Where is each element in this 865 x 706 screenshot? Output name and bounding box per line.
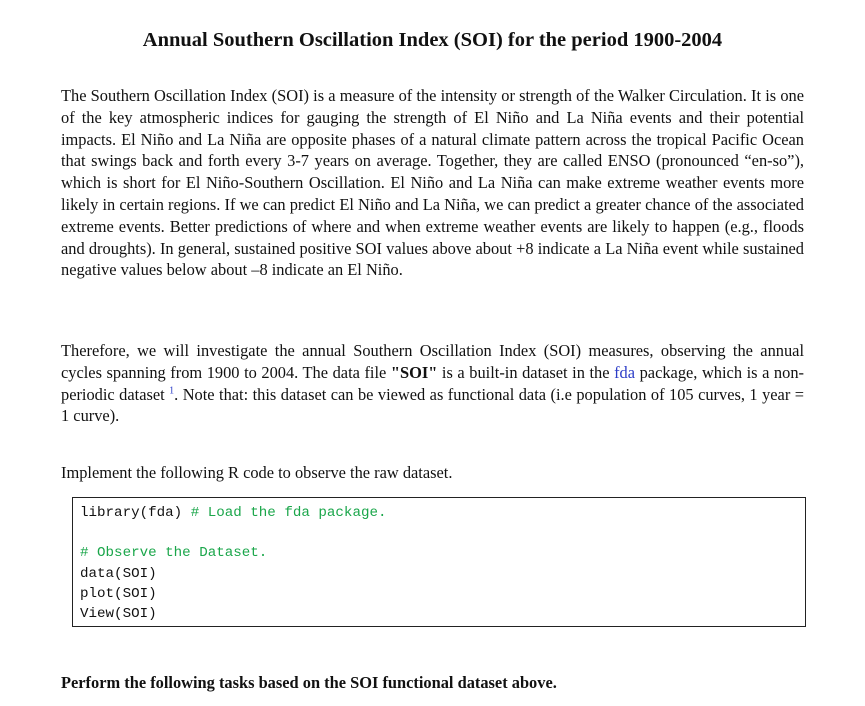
- paragraph2-text-part2: is a built-in dataset in the: [437, 362, 615, 382]
- fda-package-link[interactable]: fda: [614, 362, 636, 382]
- r-code-block[interactable]: [72, 497, 806, 627]
- soi-file-name: "SOI": [390, 362, 438, 382]
- paragraph2-text-part4: . Note that: this dataset can be viewed as functional data (i.e population of 105 curves, 1 year = 1 curve).: [61, 384, 804, 426]
- code-line-data: data(SOI): [80, 565, 157, 582]
- implement-paragraph: Implement the following R code to observe the raw dataset.: [61, 463, 453, 482]
- paragraph2-text-part1: Therefore, we will investigate the annual Southern Oscillation Index (SOI) measures, observing the annual cycles spanning from 1900 to 2004. The data file: [61, 341, 804, 382]
- code-comment-observe: # Observe the Dataset.: [80, 545, 268, 562]
- code-line-view: View(SOI): [80, 605, 157, 622]
- investigation-paragraph: [61, 340, 804, 427]
- code-line-plot: plot(SOI): [80, 585, 157, 602]
- code-comment-load: # Load the fda package.: [190, 505, 387, 521]
- intro-paragraph: The Southern Oscillation Index (SOI) is a measure of the intensity or strength of the Walker Circulation. It is one of the key atmospheric indices for gauging the strength of El Niño and La Niña events and their potential impacts. El Niño and La Niña are opposite phases of a natural climate pattern across the tropical Pacific Ocean that swings back and forth every 3-7 years on average. Together, they are called ENSO (pronounced “en-so”), which is short for El Niño-Southern Oscillation. El Niño and La Niña can make extreme weather events more likely in certain regions. If we can predict El Niño and La Niña, we can predict a greater chance of the associated extreme events. Better predictions of where and when extreme weather events are likely to happen (e.g., floods and droughts). In general, sustained positive SOI values above about +8 indicate a La Niña event while sustained negative values below about –8 indicate an El Niño.: [61, 86, 804, 280]
- code-line-library: [80, 503, 805, 523]
- page-title: Annual Southern Oscillation Index (SOI) for the period 1900-2004: [142, 29, 723, 51]
- code-library-call: library(fda): [80, 505, 191, 521]
- tasks-heading: Perform the following tasks based on the SOI functional dataset above.: [61, 673, 557, 692]
- paragraph2-text-part3: package, which is a non-periodic dataset: [61, 362, 804, 404]
- footnote-link[interactable]: 1: [169, 385, 175, 397]
- code-blank-line: [80, 523, 805, 543]
